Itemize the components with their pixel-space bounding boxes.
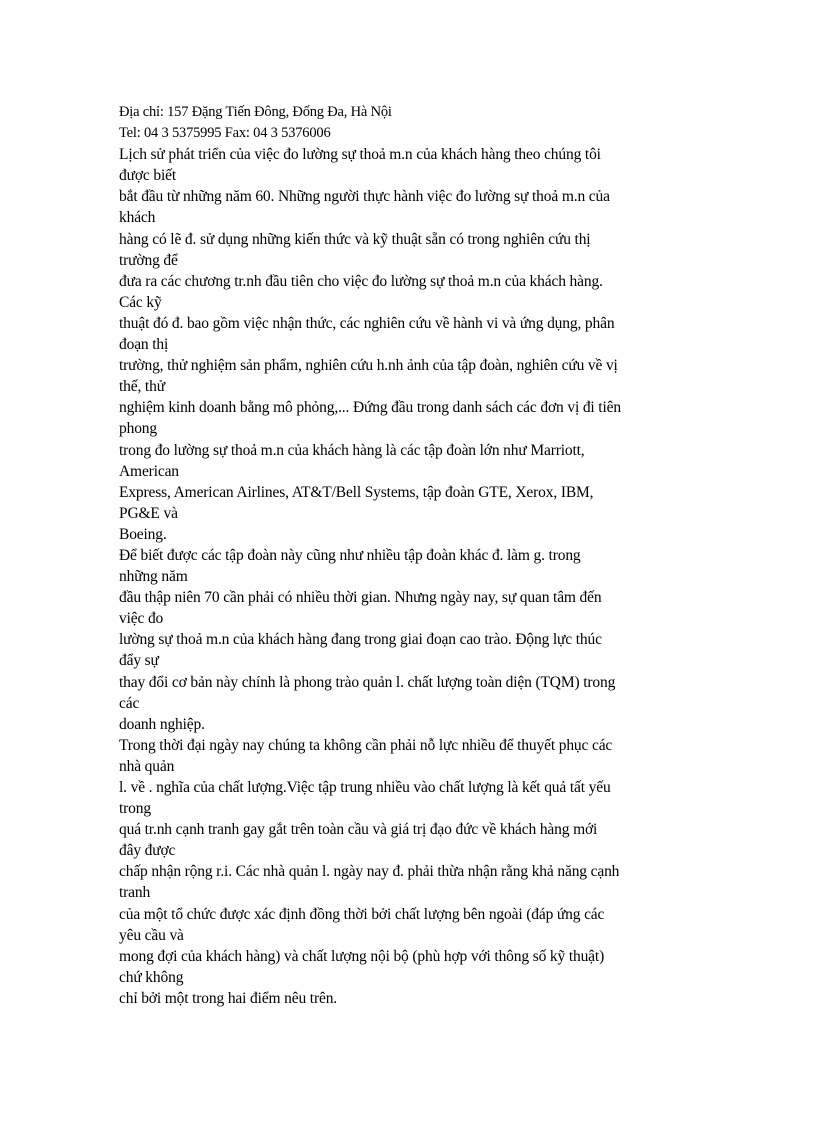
text-line: đưa ra các chương tr.nh đầu tiên cho việc đo lường sự thoả m.n của khách hàng. <box>119 272 603 290</box>
text-line: lường sự thoả m.n của khách hàng đang trong giai đoạn cao trào. Động lực thúc <box>119 631 602 649</box>
text-line: Để biết được các tập đoàn này cũng như nhiều tập đoàn khác đ. làm g. trong <box>119 546 581 564</box>
text-line: Trong thời đại ngày nay chúng ta không cần phải nỗ lực nhiều để thuyết phục các <box>119 736 613 754</box>
text-line: khách <box>119 209 156 227</box>
text-line: tranh <box>119 884 151 902</box>
text-line: bắt đầu từ những năm 60. Những người thực hành việc đo lường sự thoả m.n của <box>119 188 610 206</box>
text-line: doanh nghiệp. <box>119 715 205 733</box>
text-line: việc đo <box>119 610 164 628</box>
text-line: trong <box>119 800 151 818</box>
text-line: các <box>119 694 140 712</box>
text-line: Lịch sử phát triển của việc đo lường sự thoả m.n của khách hàng theo chúng tôi <box>119 146 601 164</box>
text-line: Boeing. <box>119 525 167 543</box>
text-line: Các kỹ <box>119 293 162 311</box>
text-line: quá tr.nh cạnh tranh gay gắt trên toàn cầu và giá trị đạo đức về khách hàng mới <box>119 821 598 839</box>
text-line: yêu cầu và <box>119 926 184 944</box>
text-line: hàng có lẽ đ. sử dụng những kiến thức và kỹ thuật sẵn có trong nghiên cứu thị <box>119 230 591 248</box>
text-line: l. về . nghĩa của chất lượng.Việc tập trung nhiều vào chất lượng là kết quả tất yếu <box>119 779 611 796</box>
text-line: nhà quản <box>119 757 175 775</box>
text-line: thuật đó đ. bao gồm việc nhận thức, các nghiên cứu về hành vi và ứng dụng, phân <box>119 314 615 332</box>
text-line: thế, thử <box>119 378 165 396</box>
phone-line: Tel: 04 3 5375995 Fax: 04 3 5376006 <box>119 125 331 142</box>
text-line: đầu thập niên 70 cần phải có nhiều thời gian. Nhưng ngày nay, sự quan tâm đến <box>119 589 602 607</box>
text-line: trong đo lường sự thoả m.n của khách hàng là các tập đoàn lớn như Marriott, <box>119 441 585 459</box>
text-line: những năm <box>119 568 188 586</box>
text-line: thay đổi cơ bản này chính là phong trào quản l. chất lượng toàn diện (TQM) trong <box>119 673 616 691</box>
text-line: PG&E và <box>119 504 178 522</box>
text-line: đoạn thị <box>119 336 169 354</box>
text-line: đẩy sự <box>119 652 159 670</box>
body-text <box>119 144 709 1009</box>
text-line: chứ không <box>119 968 184 986</box>
text-line: trường, thử nghiệm sản phẩm, nghiên cứu h.nh ảnh của tập đoàn, nghiên cứu về vị <box>119 357 618 375</box>
address-line: Địa chỉ: 157 Đặng Tiến Đông, Đống Đa, Hà Nội <box>119 104 392 120</box>
text-line: American <box>119 462 179 480</box>
text-line: của một tổ chức được xác định đồng thời bởi chất lượng bên ngoài (đáp ứng các <box>119 905 605 923</box>
text-line: mong đợi của khách hàng) và chất lượng nội bộ (phù hợp với thông số kỹ thuật) <box>119 947 605 965</box>
text-line: đây được <box>119 842 176 860</box>
text-line: được biết <box>119 167 176 185</box>
text-line: trường để <box>119 251 178 269</box>
text-line: Express, American Airlines, AT&T/Bell Systems, tập đoàn GTE, Xerox, IBM, <box>119 483 594 501</box>
text-line: nghiệm kinh doanh bằng mô phỏng,... Đứng đầu trong danh sách các đơn vị đi tiên <box>119 399 621 417</box>
text-line: phong <box>119 420 158 438</box>
text-line: chỉ bởi một trong hai điểm nêu trên. <box>119 989 338 1007</box>
text-line: chấp nhận rộng r.i. Các nhà quản l. ngày nay đ. phải thừa nhận rằng khả năng cạnh <box>119 863 620 881</box>
document-page <box>119 102 709 1009</box>
